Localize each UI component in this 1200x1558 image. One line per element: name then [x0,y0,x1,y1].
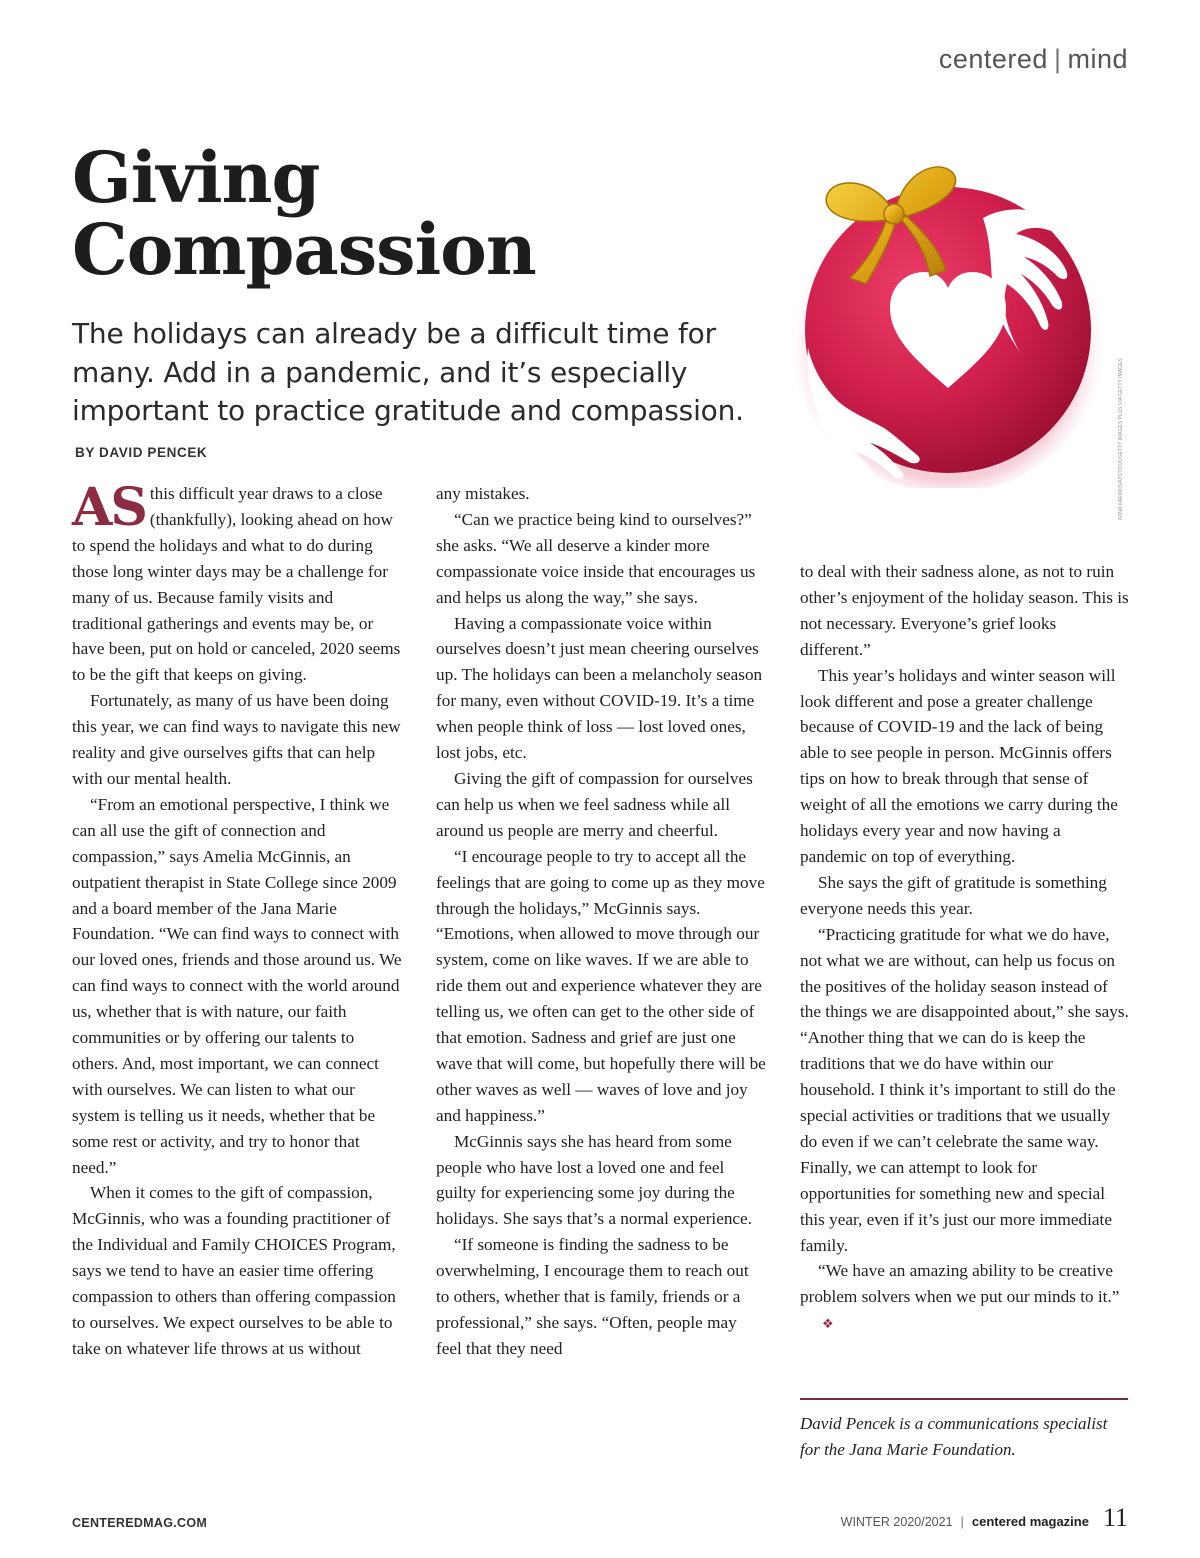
body-paragraph: “From an emotional perspective, I think we can all use the gift of connection and compassion,” says Amelia McGinnis, an outpatient therapist in State College since 2009 and a board member of the Jana Marie Foundation. “We can find ways to connect with our loved ones, friends and those around us. We can find ways to connect with the world around us, whether that is with nature, our faith communities or by offering our talents to others. And, most important, we can connect with ourselves. We can listen to what our system is telling us it needs, whether that be some rest or activity, and try to honor that need.” [72,794,402,1177]
body-paragraph [72,477,402,688]
body-paragraph: any mistakes. [436,484,530,503]
section-label: centered [938,44,1048,74]
article-column-3 [800,559,1130,1337]
section-tag [939,44,1128,75]
footer-website: CENTEREDMAG.COM [72,1516,208,1530]
footer-folio [841,1503,1128,1533]
byline: BY DAVID PENCEK [75,445,208,460]
title-line-1: Giving [72,136,320,219]
section-divider: | [1053,44,1062,74]
bio-divider [800,1398,1128,1400]
body-paragraph: McGinnis says she has heard from some people who have lost a loved one and feel guilty for experiencing some joy during the holidays. She says that’s a normal experience. [436,1131,752,1229]
body-paragraph: This year’s holidays and winter season will look different and pose a greater challenge because of COVID-19 and the lack of being able to see people in person. McGinnis offers tips on how to break through that sense of weight of all the emotions we carry during the holidays every year and now having a pandemic on top of everything. [800,665,1118,866]
paragraph-text: “We have an amazing ability to be creative problem solvers when we put our minds to it.” [800,1261,1120,1307]
photo-credit [1118,340,1128,520]
body-paragraph: She says the gift of gratitude is something everyone needs this year. [800,872,1107,918]
subsection-label: mind [1067,44,1128,74]
author-bio: David Pencek is a communications specialist for the Jana Marie Foundation. [800,1414,1108,1459]
drop-cap: AS [72,477,146,538]
body-paragraph: “If someone is finding the sadness to be overwhelming, I encourage them to reach out to others, whether that is family, friends or a professional,” she says. “Often, people may feel that they need [436,1235,749,1358]
photo-credit-text: IRINA KARIMOVA/ISTOCK/GETTY IMAGES PLUS VIA GETTY IMAGES [1118,358,1124,520]
article-column-2 [436,481,766,1362]
article-dek: The holidays can already be a difficult time for many. Add in a pandemic, and it’s especially important to practice gratitude and compassion. [72,317,744,427]
magazine-name: centered magazine [971,1514,1089,1529]
body-paragraph: Having a compassionate voice within ourselves doesn’t just mean cheering ourselves up. The holidays can been a melancholy season for many, even without COVID-19. It’s a time when people think of loss — lost loved ones, lost jobs, etc. [436,613,763,763]
gift-ornament-illustration [778,148,1118,488]
body-paragraph: “I encourage people to try to accept all the feelings that are going to come up as they move through the holidays,” McGinnis says. “Emotions, when allowed to move through our system, come on like waves. If we are able to ride them out and experience whatever they are telling us, we often can get to the other side of that emotion. Sadness and grief are just one wave that will come, but hopefully there will be other waves as well — waves of love and joy and happiness.” [436,846,766,1125]
folio-divider: | [960,1514,964,1529]
body-paragraph: to deal with their sadness alone, as not to ruin other’s enjoyment of the holiday season. This is not necessary. Everyone’s grief looks different.” [800,562,1129,659]
ribbon-knot [884,204,904,224]
issue-label: WINTER 2020/2021 [840,1515,953,1529]
body-paragraph: “Practicing gratitude for what we do have, not what we are without, can help us focus on the positives of the holiday season instead of the things we are disappointed about,” she says. “Another thing that we can do is keep the traditions that we do have within our household. I think it’s important to still do the special activities or traditions that we usually do even if we can’t celebrate the same way. Finally, we can attempt to look for opportunities for something new and special this year, even if it’s just our more immediate family. [800,924,1129,1255]
body-paragraph: When it comes to the gift of compassion, McGinnis, who was a founding practitioner of the Individual and Family CHOICES Program, says we tend to have an easier time offering compassion to others than offering compassion to ourselves. We expect ourselves to be able to take on whatever life throws at us without [72,1183,396,1358]
title-line-2: Compassion [72,208,536,291]
diamond-ornament-icon: ❖ [822,1316,834,1332]
article-title [72,136,536,291]
article-column-1 [72,477,402,1362]
paragraph-text: this difficult year draws to a close (thankfully), looking ahead on how to spend the holidays and what to do during those long winter days may be a challenge for many of us. Because family visits and traditional gatherings and events may be, or have been, put on hold or canceled, 2020 seems to be the gift that keeps on giving. [72,484,401,685]
page-number: 11 [1102,1503,1128,1532]
body-paragraph: “Can we practice being kind to ourselves?” she asks. “We all deserve a kinder more compassionate voice inside that encourages us and helps us along the way,” she says. [436,509,756,607]
body-paragraph [800,1258,1130,1337]
body-paragraph: Giving the gift of compassion for ourselves can help us when we feel sadness while all around us people are merry and cheerful. [436,768,753,840]
body-paragraph: Fortunately, as many of us have been doing this year, we can find ways to navigate this new reality and give ourselves gifts that can help with our mental health. [72,691,401,788]
